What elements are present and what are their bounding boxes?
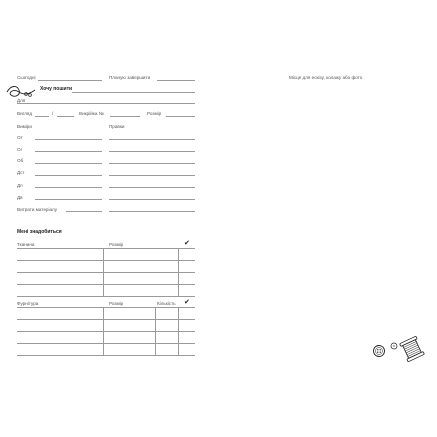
size-label: Розмір (147, 111, 162, 116)
fabric-header-size: Розмір (109, 242, 124, 247)
adjust-field[interactable] (109, 151, 195, 152)
adjust-field[interactable] (109, 163, 195, 164)
button-icon (390, 342, 398, 350)
pattern-label: Викрійка № (79, 111, 104, 116)
want-label: Хочу пошити (40, 86, 73, 92)
table-divider (178, 248, 179, 296)
measure-field[interactable] (35, 199, 102, 200)
table-row[interactable] (17, 272, 195, 273)
type-field[interactable] (35, 116, 49, 117)
table-divider (103, 307, 104, 355)
want-field-2[interactable] (17, 103, 195, 104)
table-row[interactable] (17, 260, 195, 261)
plan-label: Планую завершити (109, 75, 151, 80)
fabric-header-name: Тканина (17, 242, 35, 247)
needed-title: Мені знадобиться (17, 229, 62, 235)
adjustments-label: Правки (109, 124, 125, 129)
measure-row-label: Дст (17, 170, 25, 175)
pattern-materials-field[interactable] (66, 211, 102, 212)
measurements-label: Виміри (17, 124, 32, 129)
measure-field[interactable] (35, 175, 102, 176)
notions-header-check: ✔ (184, 299, 190, 306)
adjust-field[interactable] (109, 211, 195, 212)
table-row[interactable] (17, 331, 195, 332)
fabric-header-check: ✔ (184, 240, 190, 247)
today-field[interactable] (38, 80, 102, 81)
table-row[interactable] (17, 284, 195, 285)
measure-row-label: Об (17, 158, 24, 163)
plan-field[interactable] (157, 80, 195, 81)
measure-field[interactable] (35, 163, 102, 164)
table-row[interactable] (17, 343, 195, 344)
type-label: Вигляд (17, 111, 33, 116)
table-rule (17, 248, 195, 249)
photo-note: Місце для ескізу, колажу або фото (289, 75, 363, 80)
notions-header-qty: Кількість (157, 301, 176, 306)
table-row[interactable] (17, 355, 195, 356)
measure-row-label: Ог (17, 147, 23, 152)
measure-field[interactable] (35, 187, 102, 188)
adjust-field[interactable] (109, 199, 195, 200)
adjust-field[interactable] (109, 175, 195, 176)
table-row[interactable] (17, 296, 195, 297)
size-field[interactable] (166, 116, 195, 117)
adjust-field[interactable] (109, 187, 195, 188)
today-label: Сьогодні (17, 75, 36, 80)
measure-row-label: Дв (17, 195, 23, 200)
notions-header-name: Фурнітура (17, 301, 39, 306)
thread-spool-icon (398, 336, 426, 362)
button-icon (372, 344, 386, 358)
measure-row-label: Дп (17, 183, 23, 188)
pattern-field[interactable] (110, 116, 140, 117)
table-divider (155, 307, 156, 355)
type-slash: / (52, 111, 54, 116)
measure-row-label: От (17, 135, 23, 140)
type-field-2[interactable] (57, 116, 74, 117)
want-field[interactable] (72, 92, 195, 93)
table-divider (103, 248, 104, 296)
adjust-field[interactable] (109, 139, 195, 140)
for-label: Для (17, 98, 26, 103)
table-row[interactable] (17, 319, 195, 320)
notions-header-size: Розмір (109, 301, 124, 306)
table-divider (178, 307, 179, 355)
measure-field[interactable] (35, 151, 102, 152)
pattern-materials-label: Витрати матеріалу (17, 207, 58, 212)
table-rule (17, 307, 195, 308)
measure-field[interactable] (35, 139, 102, 140)
